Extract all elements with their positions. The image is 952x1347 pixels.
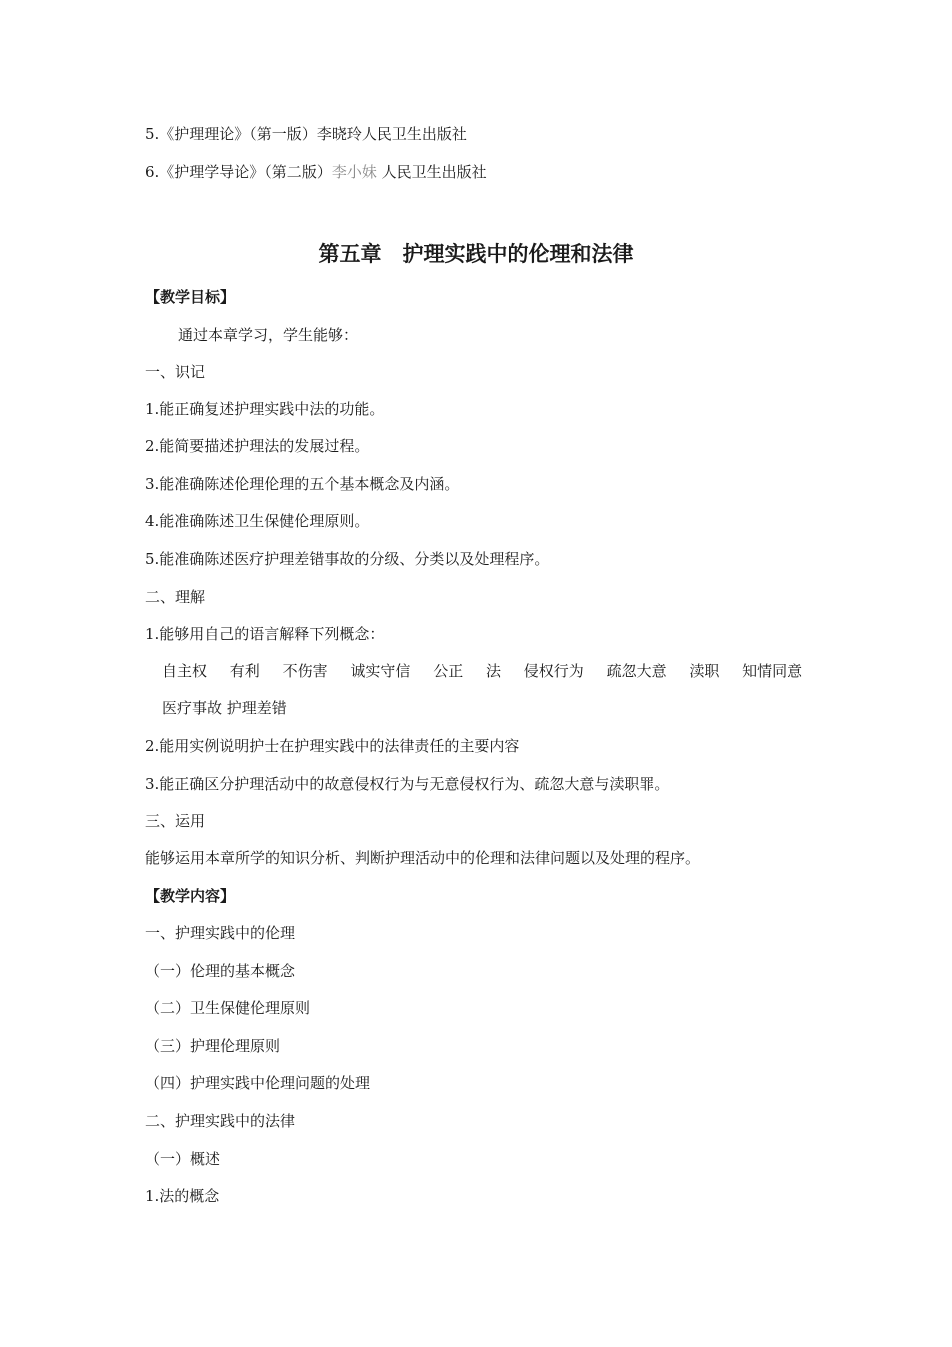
reference-item-5: 5.《护理理论》（第一版）李晓玲人民卫生出版社 — [145, 125, 467, 143]
concept-terms-row-2: 医疗事故 护理差错 — [162, 699, 287, 717]
list-item: 1.能够用自己的语言解释下列概念： — [145, 625, 385, 643]
objectives-intro: 通过本章学习，学生能够： — [178, 326, 359, 344]
reference-item-6-publisher: 人民卫生出版社 — [376, 163, 487, 181]
concept-terms-row — [162, 661, 802, 681]
chapter-title: 第五章 护理实践中的伦理和法律 — [318, 242, 634, 266]
list-item: 5.能准确陈述医疗护理差错事故的分级、分类以及处理程序。 — [145, 550, 550, 568]
concept-term: 公正 — [433, 662, 464, 680]
concept-term: 知情同意 — [742, 662, 803, 680]
list-item: 1.法的概念 — [145, 1187, 220, 1205]
list-item: （三）护理伦理原则 — [145, 1037, 281, 1055]
section-understand-title: 二、理解 — [145, 588, 206, 606]
section-apply-title: 三、运用 — [145, 812, 206, 830]
concept-term: 法 — [485, 662, 501, 680]
list-item: （一）概述 — [145, 1150, 221, 1168]
content-part1-title: 一、护理实践中的伦理 — [145, 924, 296, 942]
list-item: 1.能正确复述护理实践中法的功能。 — [145, 400, 385, 418]
concept-term: 诚实守信 — [350, 662, 411, 680]
reference-item-6 — [145, 162, 487, 182]
list-item: 3.能准确陈述伦理伦理的五个基本概念及内涵。 — [145, 475, 460, 493]
section-memorize-title: 一、识记 — [145, 363, 206, 381]
reference-item-6-author: 李小妹 — [331, 163, 377, 181]
content-heading: 【教学内容】 — [145, 887, 236, 905]
concept-term: 不伤害 — [282, 662, 328, 680]
concept-term: 疏忽大意 — [606, 662, 667, 680]
list-item: （四）护理实践中伦理问题的处理 — [145, 1074, 371, 1092]
section-apply-text: 能够运用本章所学的知识分析、判断护理活动中的伦理和法律问题以及处理的程序。 — [145, 849, 701, 867]
list-item: （二）卫生保健伦理原则 — [145, 999, 311, 1017]
list-item: （一）伦理的基本概念 — [145, 962, 296, 980]
concept-term: 渎职 — [689, 662, 720, 680]
reference-item-6-title: 6.《护理学导论》（第二版） — [145, 163, 332, 181]
concept-term: 有利 — [229, 662, 260, 680]
list-item: 4.能准确陈述卫生保健伦理原则。 — [145, 512, 370, 530]
list-item: 2.能用实例说明护士在护理实践中的法律责任的主要内容 — [145, 737, 520, 755]
concept-term: 侵权行为 — [523, 662, 584, 680]
concept-term: 自主权 — [162, 662, 208, 680]
objectives-heading: 【教学目标】 — [145, 288, 236, 306]
list-item: 3.能正确区分护理活动中的故意侵权行为与无意侵权行为、疏忽大意与渎职罪。 — [145, 775, 670, 793]
list-item: 2.能简要描述护理法的发展过程。 — [145, 437, 370, 455]
content-part2-title: 二、护理实践中的法律 — [145, 1112, 296, 1130]
